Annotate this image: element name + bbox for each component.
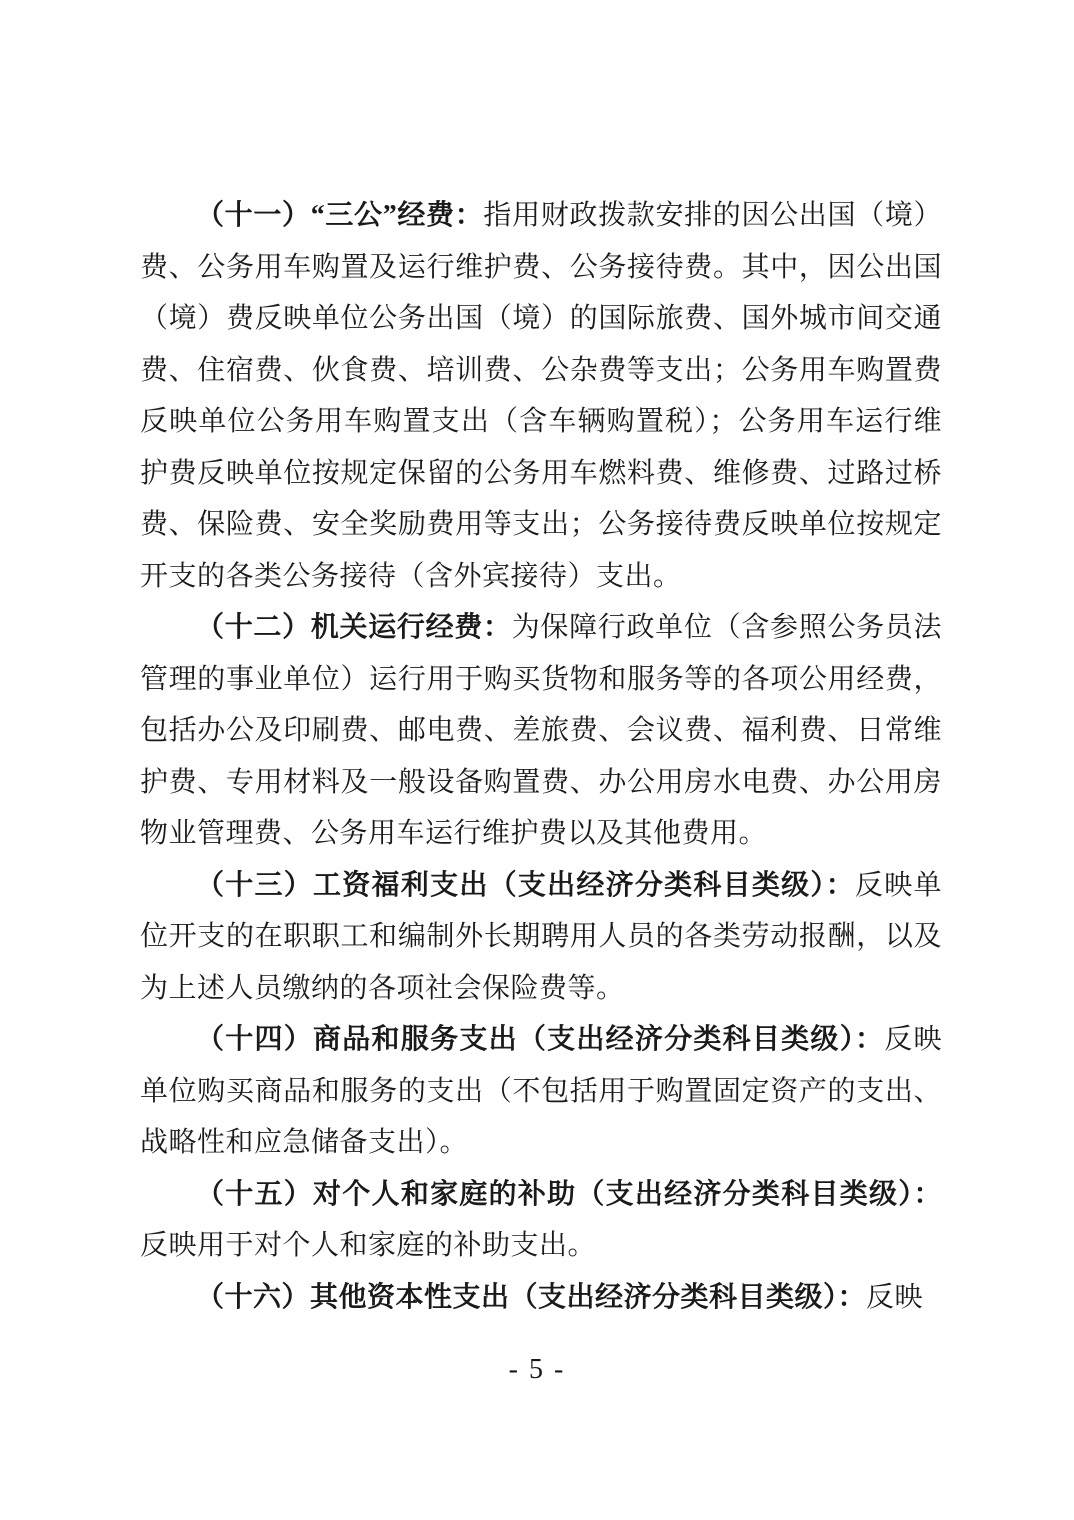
paragraph-item-11 [140, 190, 942, 602]
paragraph-item-13 [140, 860, 942, 1015]
paragraph-item-12-heading: （十二）机关运行经费： [196, 612, 512, 643]
paragraph-item-15-heading: （十五）对个人和家庭的补助（支出经济分类科目类级）： [196, 1178, 942, 1210]
paragraph-item-16 [140, 1272, 942, 1324]
paragraph-item-11-heading: （十一）“三公”经费： [196, 200, 484, 231]
paragraph-item-14-heading: （十四）商品和服务支出（支出经济分类科目类级）： [196, 1024, 885, 1055]
page-number: - 5 - [508, 1354, 566, 1385]
document-body [140, 190, 942, 1323]
paragraph-item-16-text: 反映 [866, 1281, 924, 1313]
paragraph-item-12-text: 为保障行政单位（含参照公务员法管理的事业单位）运行用于购买货物和服务等的各项公用经费，包括办公及印刷费、邮电费、差旅费、会议费、福利费、日常维护费、专用材料及一般设备购置费、办公用房水电费、办公用房物业管理费、公务用车运行维护费以及其他费用。 [140, 612, 942, 849]
paragraph-item-14 [140, 1014, 942, 1169]
paragraph-item-15 [140, 1169, 942, 1272]
paragraph-item-14-text: 反映单位购买商品和服务的支出（不包括用于购置固定资产的支出、战略性和应急储备支出）。 [140, 1024, 942, 1158]
paragraph-item-15-text: 反映用于对个人和家庭的补助支出。 [140, 1230, 597, 1261]
paragraph-item-16-heading: （十六）其他资本性支出（支出经济分类科目类级）： [196, 1281, 867, 1313]
paragraph-item-12 [140, 602, 942, 860]
paragraph-item-11-text: 指用财政拨款安排的因公出国（境）费、公务用车购置及运行维护费、公务接待费。其中，因公出国（境）费反映单位公务出国（境）的国际旅费、国外城市间交通费、住宿费、伙食费、培训费、公杂费等支出；公务用车购置费反映单位公务用车购置支出（含车辆购置税）；公务用车运行维护费反映单位按规定保留的公务用车燃料费、维修费、过路过桥费、保险费、安全奖励费用等支出；公务接待费反映单位按规定开支的各类公务接待（含外宾接待）支出。 [140, 200, 942, 592]
paragraph-item-13-heading: （十三）工资福利支出（支出经济分类科目类级）： [196, 869, 855, 901]
paragraph-item-13-text: 反映单位开支的在职职工和编制外长期聘用人员的各类劳动报酬，以及为上述人员缴纳的各项社会保险费等。 [140, 869, 942, 1004]
